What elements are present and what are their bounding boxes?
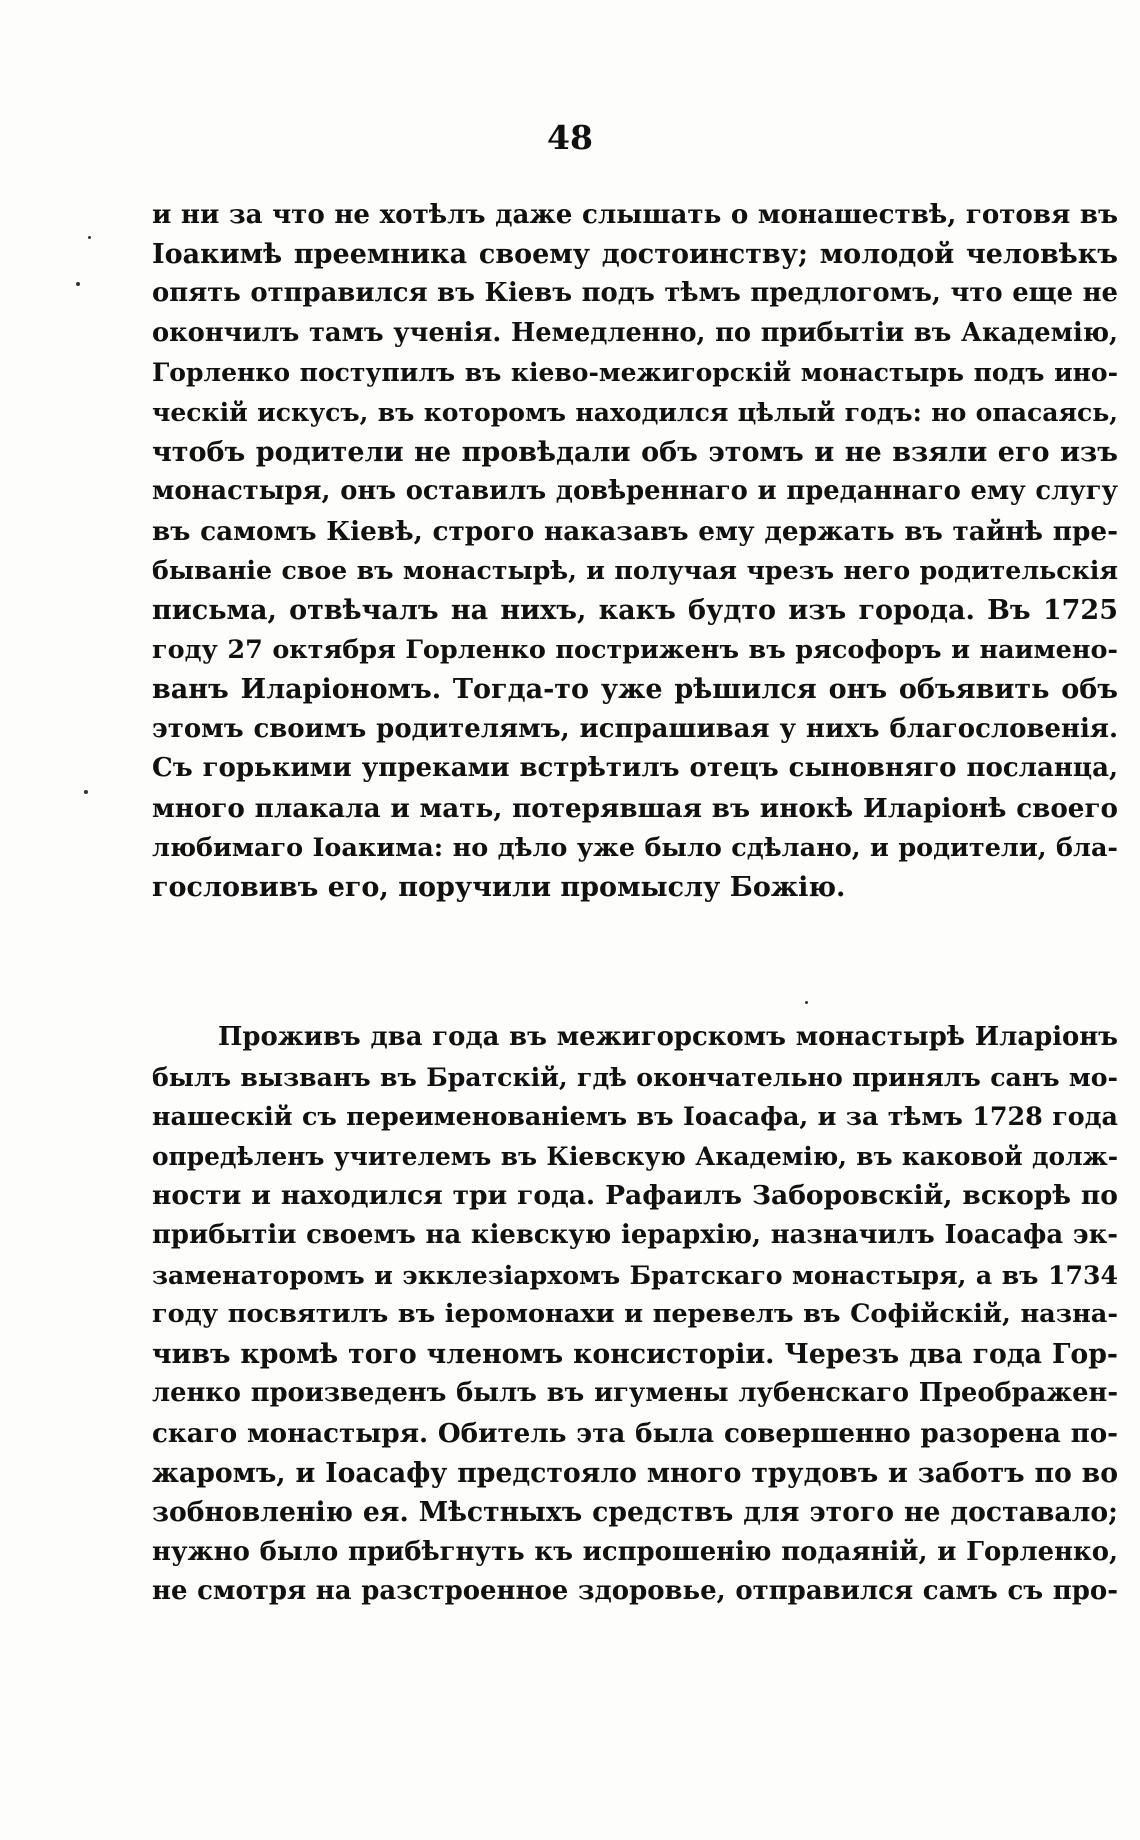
text-line: заменаторомъ и экклезіархомъ Братскаго монастыря, а въ 1734 [152,1259,1118,1290]
text-line: Съ горькими упреками встрѣтилъ отецъ сыновняго посланца, [152,753,1118,784]
scan-speck [88,236,91,239]
scan-speck [84,790,88,794]
text-line: чтобъ родители не провѣдали объ этомъ и не взяли его изъ [152,436,1118,468]
text-line: много плакала и мать, потерявшая въ инокѣ Иларіонѣ своего [152,792,1118,824]
text-line: зобновленію ея. Мѣстныхъ средствъ для этого не доставало; [152,1497,1118,1529]
text-line: ленко произведенъ былъ въ игумены лубенскаго Преображен- [152,1378,1118,1409]
text-line: бываніе свое въ монастырѣ, и получая чрезъ него родительскія [152,555,1118,586]
text-line: ванъ Иларіономъ. Тогда-то уже рѣшился онъ объявить объ [152,674,1118,706]
page-number: 48 [547,118,593,157]
text-line: Проживъ два года въ межигорскомъ монастырѣ Иларіонъ [218,1022,1118,1052]
text-line: этомъ своимъ родителямъ, испрашивая у нихъ благословенія. [152,713,1118,744]
text-line: ческій искусъ, въ которомъ находился цѣлый годъ: но опасаясь, [152,396,1118,427]
text-line: любимаго Іоакима: но дѣло уже было сдѣлано, и родители, бла- [152,832,1118,863]
text-line: былъ вызванъ въ Братскій, гдѣ окончательно принялъ санъ мо- [152,1061,1118,1092]
text-line: ности и находился три года. Рафаилъ Заборовскій, вскорѣ по [152,1180,1118,1212]
text-line: нужно было прибѣгнуть къ испрошенію подаяній, и Горленко, [152,1536,1118,1567]
text-line: Горленко поступилъ въ кіево-межигорскій монастырь подъ ино- [152,357,1118,388]
text-line: чивъ кромѣ того членомъ консисторіи. Черезъ два года Гор- [152,1338,1118,1370]
text-line: гословивъ его, поручили промыслу Божію. [152,872,846,904]
text-line: въ самомъ Кіевѣ, строго наказавъ ему держать въ тайнѣ пре- [152,515,1118,547]
text-line: не смотря на разстроенное здоровье, отправился самъ съ про- [152,1576,1118,1607]
text-line: году 27 октября Горленко постриженъ въ рясофоръ и наимено- [152,634,1118,665]
paragraph-2 [152,1018,1118,1612]
scan-speck [805,1001,808,1004]
text-line: монастыря, онъ оставилъ довѣреннаго и преданнаго ему слугу [152,476,1118,507]
text-line: году посвятилъ въ іеромонахи и перевелъ въ Софійскій, назна- [152,1299,1118,1330]
paragraph-1 [152,195,1118,908]
text-line: жаромъ, и Іоасафу предстояло много трудовъ и заботъ по во [152,1457,1118,1489]
text-line: скаго монастыря. Обитель эта была совершенно разорена по- [152,1417,1118,1449]
text-line: нашескій съ переименованіемъ въ Іоасафа, и за тѣмъ 1728 года [152,1101,1118,1132]
text-line: прибытіи своемъ на кіевскую іерархію, назначилъ Іоасафа эк- [152,1219,1118,1250]
text-line: опредѣленъ учителемъ въ Кіевскую Академію, въ каковой долж- [152,1141,1118,1171]
text-line: опять отправился въ Кіевъ подъ тѣмъ предлогомъ, что еще не [152,278,1118,309]
text-line: письма, отвѣчалъ на нихъ, какъ будто изъ города. Въ 1725 [152,594,1118,626]
text-line: и ни за что не хотѣлъ даже слышать о монашествѣ, готовя въ [152,199,1118,230]
scan-speck [76,282,80,286]
text-line: Іоакимѣ преемника своему достоинству; молодой человѣкъ [152,238,1118,270]
text-line: окончилъ тамъ ученія. Немедленно, по прибытіи въ Академію, [152,317,1118,348]
